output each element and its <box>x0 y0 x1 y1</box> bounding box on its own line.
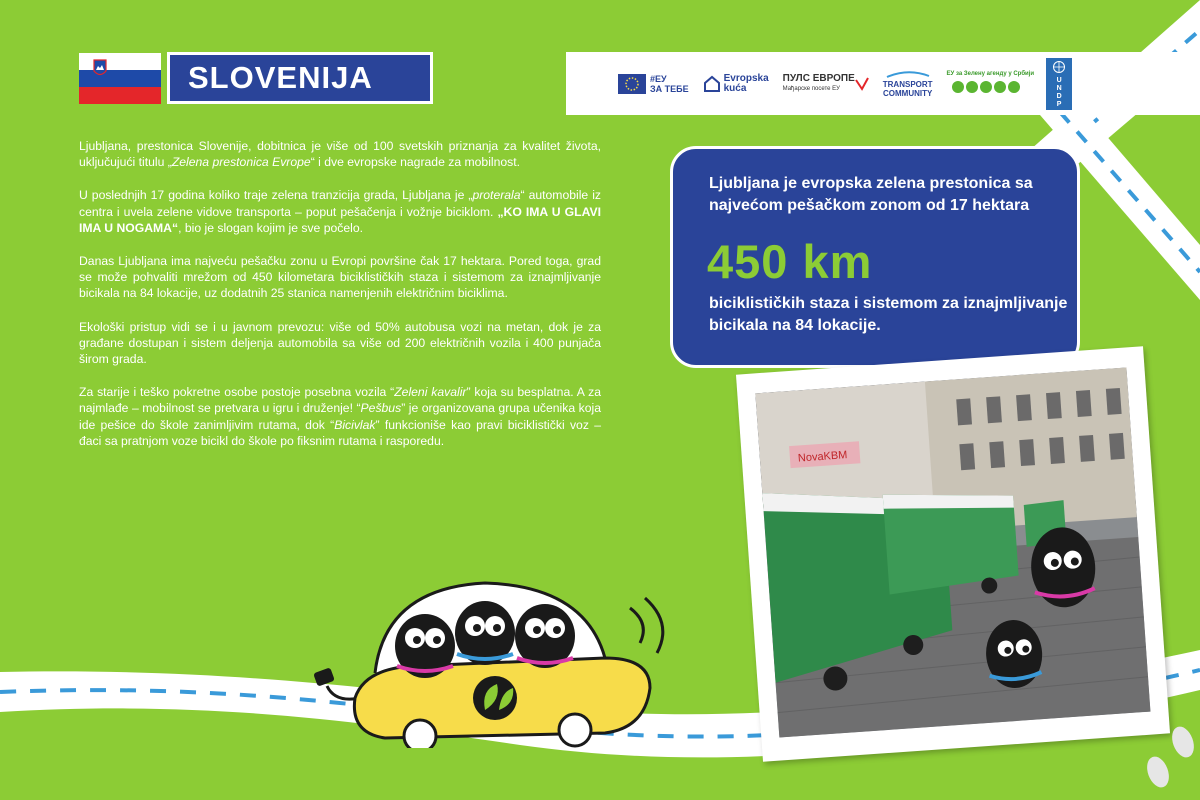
p2-text-c: , bio je slogan kojim je sve počelo. <box>178 220 364 235</box>
eu-za-tebe-line2: ЗА ТЕБЕ <box>650 83 689 94</box>
partner-logo-bar <box>566 52 1200 115</box>
page-title-text: SLOVENIJA <box>188 60 373 95</box>
evropska-kuca-line1: Evropska <box>723 72 769 84</box>
p5-emphasis-3: Bicivlak <box>334 417 376 432</box>
flag-stripe-red <box>79 87 161 104</box>
transport-community-line1: TRANSPORT <box>882 79 933 89</box>
green-car-illustration <box>305 578 685 748</box>
house-icon <box>703 75 721 93</box>
slovenia-flag-icon <box>79 53 161 104</box>
paragraph-1 <box>79 138 601 170</box>
puls-evrope-logo <box>783 74 869 94</box>
green-agenda-icons <box>950 79 1030 95</box>
shop-sign-text: NovaKBM <box>797 449 848 465</box>
puls-evrope-line1: ПУЛС ЕВРОПЕ <box>782 72 855 84</box>
undp-letters: U N D P <box>1056 76 1062 108</box>
eu-green-agenda-text: ЕУ за Зелену агенду у Србији <box>946 71 1035 77</box>
eu-za-tebe-logo <box>618 74 689 94</box>
un-emblem-icon <box>1051 60 1067 74</box>
transport-community-line2: COMMUNITY <box>882 88 933 98</box>
callout-big-number: 450 km <box>707 235 873 288</box>
puls-evrope-line2: Мађарске посете ЕУ <box>782 85 840 92</box>
ljubljana-photo <box>755 367 1150 737</box>
transport-community-logo <box>883 70 933 98</box>
article-body <box>79 138 601 466</box>
p2-text-a: U poslednjih 17 godina koliko traje zelena tranzicija grada, Ljubljana je „ <box>79 188 473 203</box>
p2-slogan: „KO IMA U GLAVI IMA U NOGAMA“ <box>79 204 601 235</box>
pulse-arrow-icon <box>855 77 869 91</box>
eu-flag-icon <box>618 74 646 94</box>
flag-stripe-blue <box>79 70 161 87</box>
p5-text-c: ” je organizovana grupa učenika koja ide pešice do škole zanimljivim rutama, dok “ <box>79 401 601 432</box>
paragraph-4: Ekološki pristup vidi se i u javnom prevozu: više od 50% autobusa vozi na metan, dok je za građane dostupan i sistem deljenja automobila sa više od 200 električnih vozila i 400 punjača širom grada. <box>79 319 601 367</box>
character-3 <box>515 604 575 668</box>
p5-emphasis-1: Zeleni kavalir <box>394 385 467 400</box>
highlight-callout <box>670 146 1080 368</box>
evropska-kuca-line2: kuća <box>723 82 747 94</box>
street-scene-illustration <box>755 367 1150 737</box>
p1-text-b: “ i dve evropske nagrade za mobilnost. <box>310 155 521 170</box>
p5-emphasis-2: Pešbus <box>360 401 402 416</box>
callout-text-2: biciklističkih staza i sistemom za iznajmljivanje bicikala na 84 lokacije. <box>709 295 1068 334</box>
paragraph-3: Danas Ljubljana ima najveću pešačku zonu u Evropi površine čak 17 hektara. Pored toga, grad se može pohvaliti mrežom od 450 kilometara biciklističkih staza i sistemom za iznajmljivanje bicikala na 84 lokacije, uz dodatnih 25 stanica namenjenih električnim biciklima. <box>79 254 601 301</box>
character-1 <box>395 614 455 678</box>
swoosh-icon <box>885 70 931 78</box>
paragraph-5 <box>79 384 601 449</box>
evropska-kuca-logo <box>703 74 769 94</box>
p2-text-b: “ automobile iz centra i uvela zelene vidove transporta – poput pešačenja i vožnje biciklom. <box>79 188 601 219</box>
coat-of-arms-icon <box>93 59 107 79</box>
undp-logo <box>1046 58 1072 110</box>
page-title <box>167 52 433 104</box>
p2-emphasis: proterala <box>472 188 521 203</box>
ljubljana-photo-frame <box>736 346 1170 762</box>
p5-text-a: Za starije i teško pokretne osobe postoje posebna vozila “ <box>79 385 395 400</box>
eu-za-tebe-line1: #ЕУ <box>650 73 667 84</box>
p1-text-a: Ljubljana, prestonica Slovenije, dobitnica je više od 100 svetskih priznanja za kvalitet života, uključujući titulu „ <box>79 139 601 170</box>
p5-text-d: ” funkcioniše kao pravi biciklistički voz – đaci sa pratnjom voze bicikl do škole po fiksnim rutama i rasporedu. <box>79 417 601 448</box>
p1-emphasis: Zelena prestonica Evrope <box>171 155 311 170</box>
footprints-icon <box>1128 712 1200 800</box>
character-2 <box>455 601 515 665</box>
callout-text-1: Ljubljana je evropska zelena prestonica sa najvećom pešačkom zonom od 17 hektara <box>709 175 1033 214</box>
p5-text-b: ” koja su besplatna. A za najmlađe – mobilnost se pretvara u igru i druženje! “ <box>79 385 601 416</box>
eu-green-agenda-logo <box>947 70 1035 97</box>
paragraph-2 <box>79 187 601 236</box>
flag-stripe-white <box>79 53 161 70</box>
